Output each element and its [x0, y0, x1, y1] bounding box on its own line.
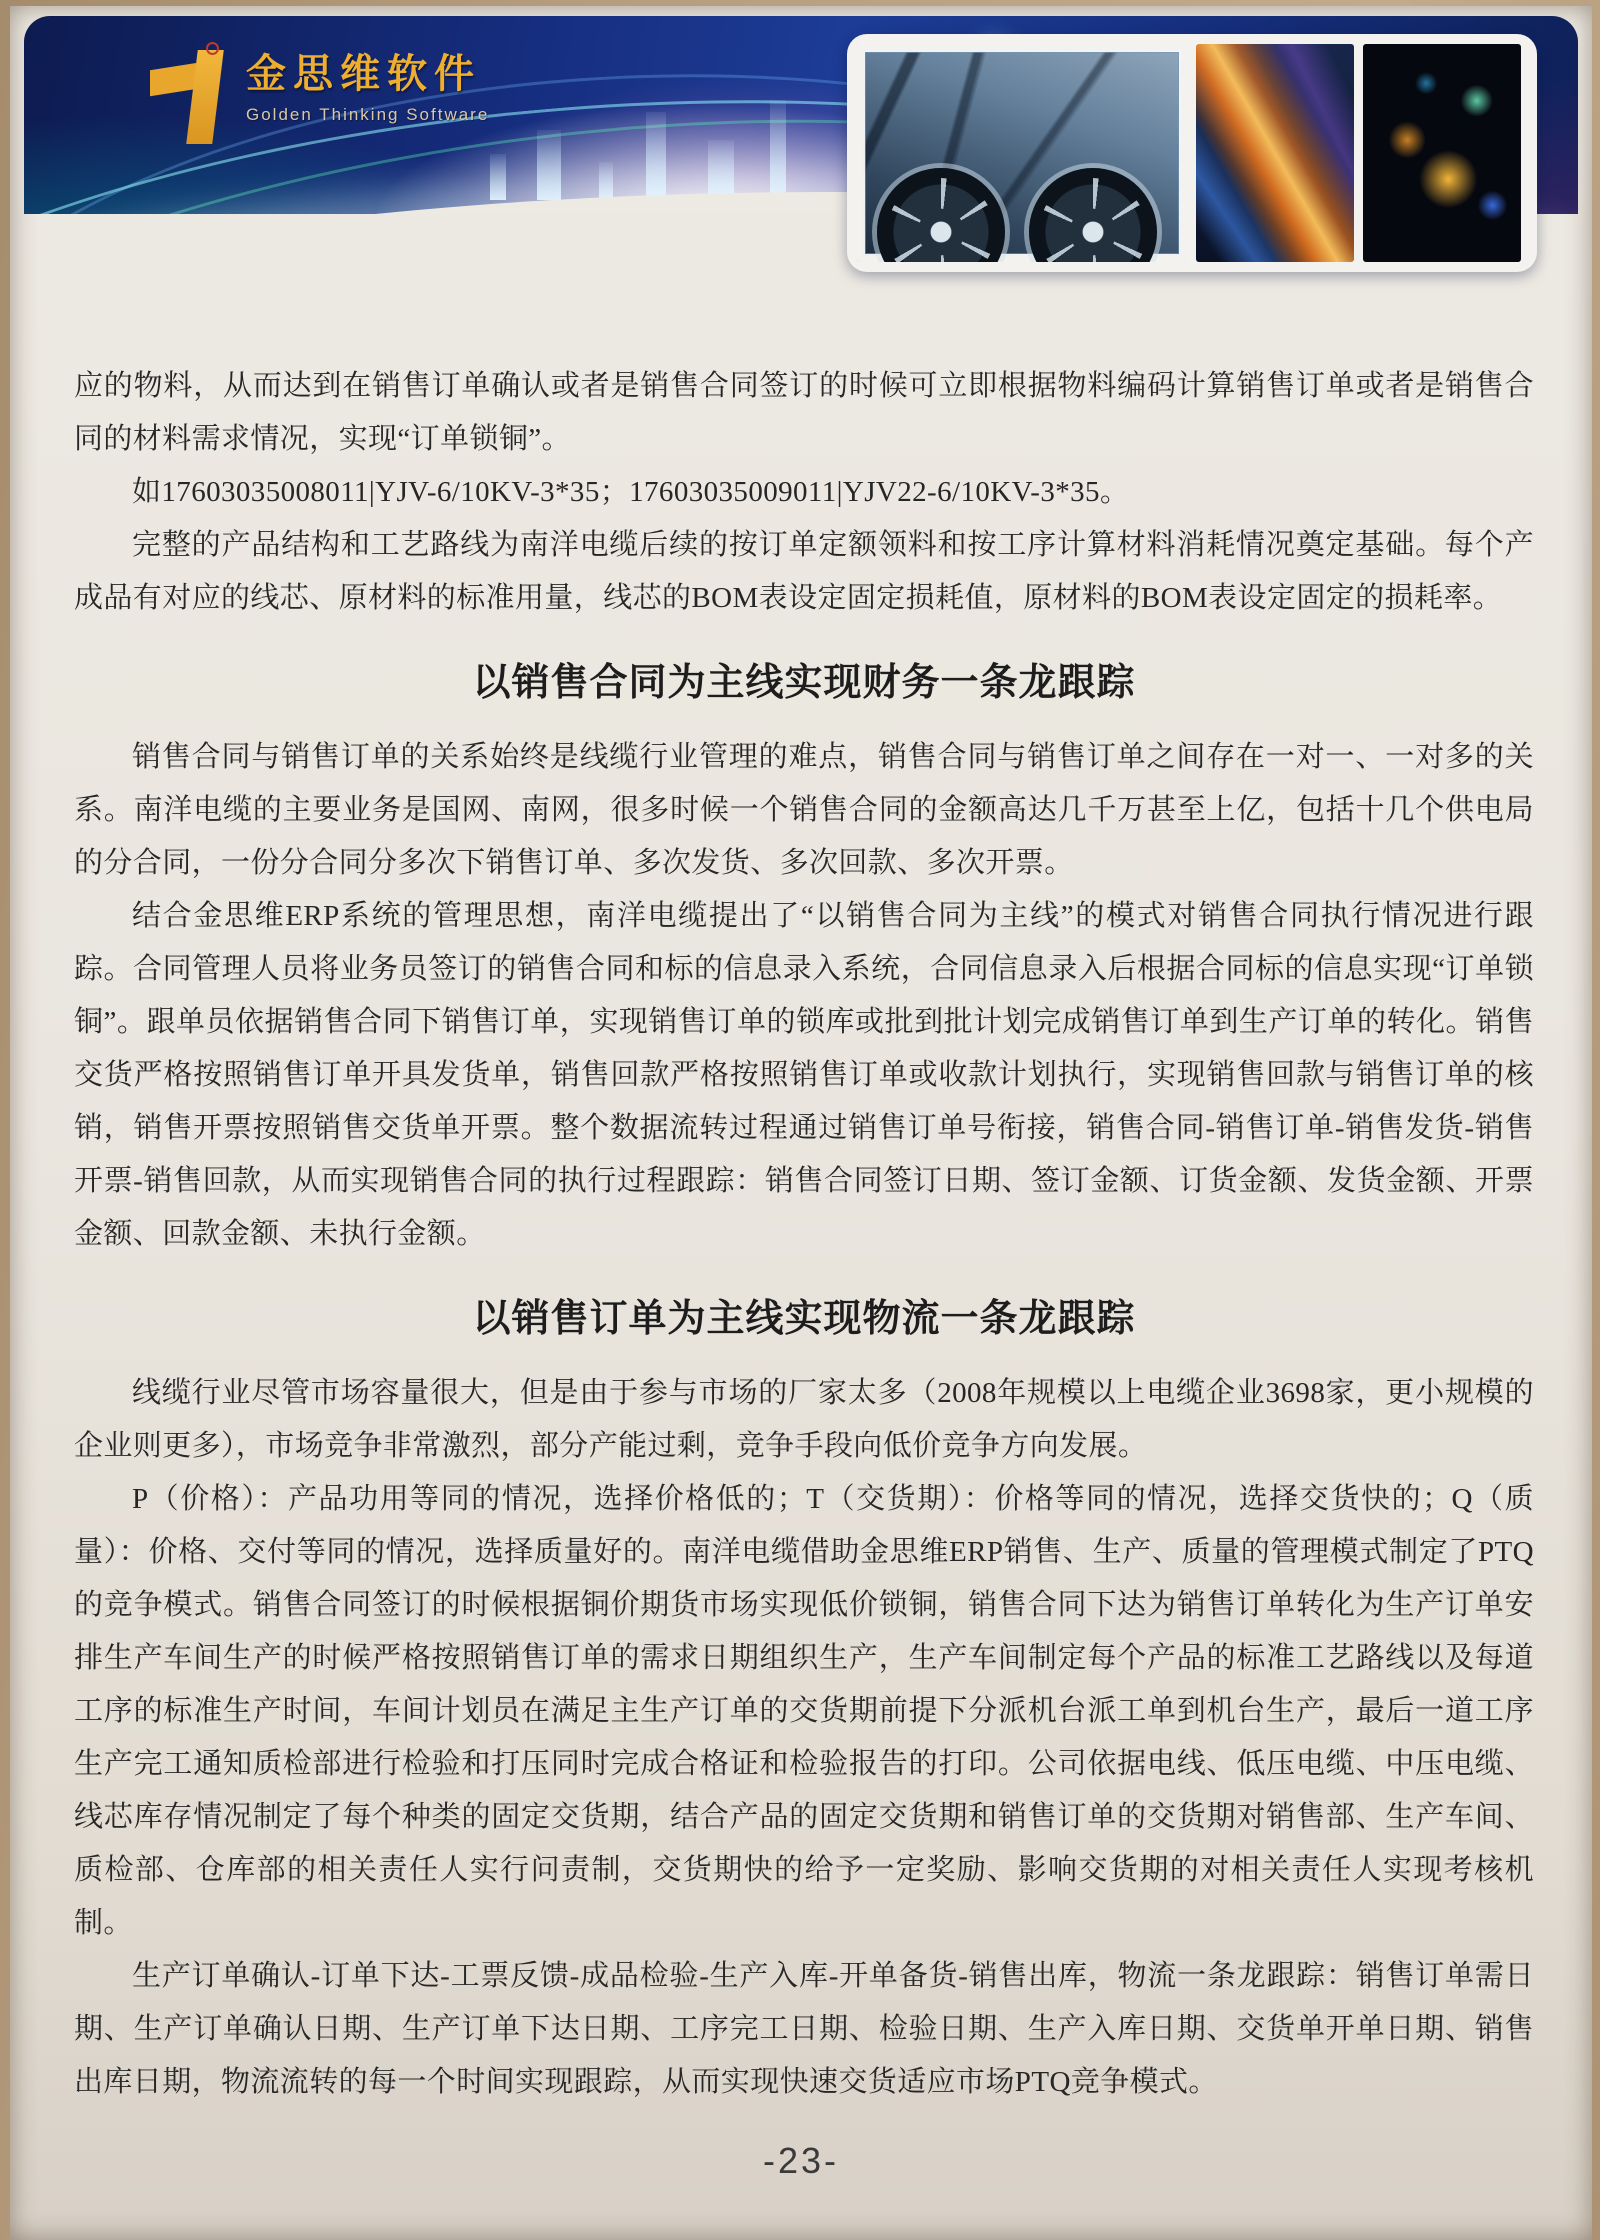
body-paragraph: P（价格）：产品功用等同的情况，选择价格低的；T（交货期）：价格等同的情况，选择交货快的；Q（质量）：价格、交付等同的情况，选择质量好的。南洋电缆借助金思维ERP销售、生产、质量的管理模式制定了PTQ的竞争模式。销售合同签订的时候根据铜价期货市场实现低价锁铜，销售合同下达为销售订单转化为生产订单安排生产车间生产的时候严格按照销售订单的需求日期组织生产，生产车间制定每个产品的标准工艺路线以及每道工序的标准生产时间，车间计划员在满足主生产订单的交货期前提下分派机台派工单到机台生产，最后一道工序生产完工通知质检部进行检验和打压同时完成合格证和检验报告的打印。公司依据电线、低压电缆、中压电缆、线芯库存情况制定了每个种类的固定交货期，结合产品的固定交货期和销售订单的交货期对销售部、生产车间、质检部、仓库部的相关责任人实行问责制，交货期快的给予一定奖励、影响交货期的对相关责任人实现考核机制。 — [74, 1483, 1534, 1939]
golden-thinking-logo-icon — [150, 42, 230, 150]
body-paragraph: 结合金思维ERP系统的管理思想，南洋电缆提出了“以销售合同为主线”的模式对销售合同执行情况进行跟踪。合同管理人员将业务员签订的销售合同和标的信息录入系统，合同信息录入后根据合同标的信息实现“订单锁铜”。跟单员依据销售合同下销售订单，实现销售订单的锁库或批到批计划完成销售订单到生产订单的转化。销售交货严格按照销售订单开具发货单，销售回款严格按照销售订单或收款计划执行，实现销售回款与销售订单的核销，销售开票按照销售交货单开票。整个数据流转过程通过销售订单号衔接，销售合同-销售订单-销售发货-销售开票-销售回款，从而实现销售合同的执行过程跟踪：销售合同签订日期、签订金额、订货金额、发货金额、开票金额、回款金额、未执行金额。 — [74, 900, 1534, 1250]
city-skyline-graphic — [490, 154, 506, 200]
city-skyline-graphic — [537, 130, 561, 200]
body-paragraph: 销售合同与销售订单的关系始终是线缆行业管理的难点，销售合同与销售订单之间存在一对一、一对多的关系。南洋电缆的主要业务是国网、南网，很多时候一个销售合同的金额高达几千万甚至上亿，包括十几个供电局的分合同，一份分合同分多次下销售订单、多次发货、多次回款、多次开票。 — [74, 741, 1534, 879]
fiber-optic-strands-photo — [1196, 44, 1354, 262]
cable-reel-graphic — [1029, 168, 1157, 262]
page-number: -23- — [762, 2140, 840, 2181]
brand-name-en: Golden Thinking Software — [246, 105, 490, 124]
body-paragraph: 完整的产品结构和工艺路线为南洋电缆后续的按订单定额领料和按工序计算材料消耗情况奠定基础。每个产成品有对应的线芯、原材料的标准用量，线芯的BOM表设定固定损耗值，原材料的BOM表设定固定的损耗率。 — [74, 529, 1534, 614]
body-paragraph: 生产订单确认-订单下达-工票反馈-成品检验-生产入库-开单备货-销售出库，物流一条龙跟踪：销售订单需日期、生产订单确认日期、生产订单下达日期、工序完工日期、检验日期、生产入库日期、交货单开单日期、销售出库日期，物流流转的每一个时间实现跟踪，从而实现快速交货适应市场PTQ竞争模式。 — [74, 1960, 1534, 2098]
city-skyline-graphic — [770, 100, 786, 200]
city-skyline-graphic — [599, 162, 613, 200]
body-paragraph: 线缆行业尽管市场容量很大，但是由于参与市场的厂家太多（2008年规模以上电缆企业3698家，更小规模的企业则更多），市场竞争非常激烈，部分产能过剩，竞争手段向低价竞争方向发展。 — [74, 1377, 1534, 1462]
body-paragraph: 应的物料，从而达到在销售订单确认或者是销售合同签订的时候可立即根据物料编码计算销售订单或者是销售合同的材料需求情况，实现“订单锁铜”。 — [74, 370, 1534, 455]
cable-reel-machinery-photo — [857, 44, 1187, 262]
section-heading: 以销售订单为主线实现物流一条龙跟踪 — [472, 1298, 1136, 1340]
header-photo-strip — [847, 34, 1537, 272]
city-skyline-graphic — [708, 140, 734, 200]
fiber-optic-closeup-photo — [1363, 44, 1521, 262]
body-paragraph: 如17603035008011|YJV-6/10KV-3*35；17603035009011|YJV22-6/10KV-3*35。 — [132, 476, 1130, 508]
brand-name-cn: 金思维软件 — [246, 52, 481, 96]
section-heading: 以销售合同为主线实现财务一条龙跟踪 — [472, 662, 1136, 704]
cable-reel-graphic — [877, 168, 1005, 262]
document-body — [74, 360, 1534, 2132]
city-skyline-graphic — [646, 112, 666, 200]
scanned-page — [10, 6, 1592, 2240]
company-logo — [150, 42, 489, 150]
